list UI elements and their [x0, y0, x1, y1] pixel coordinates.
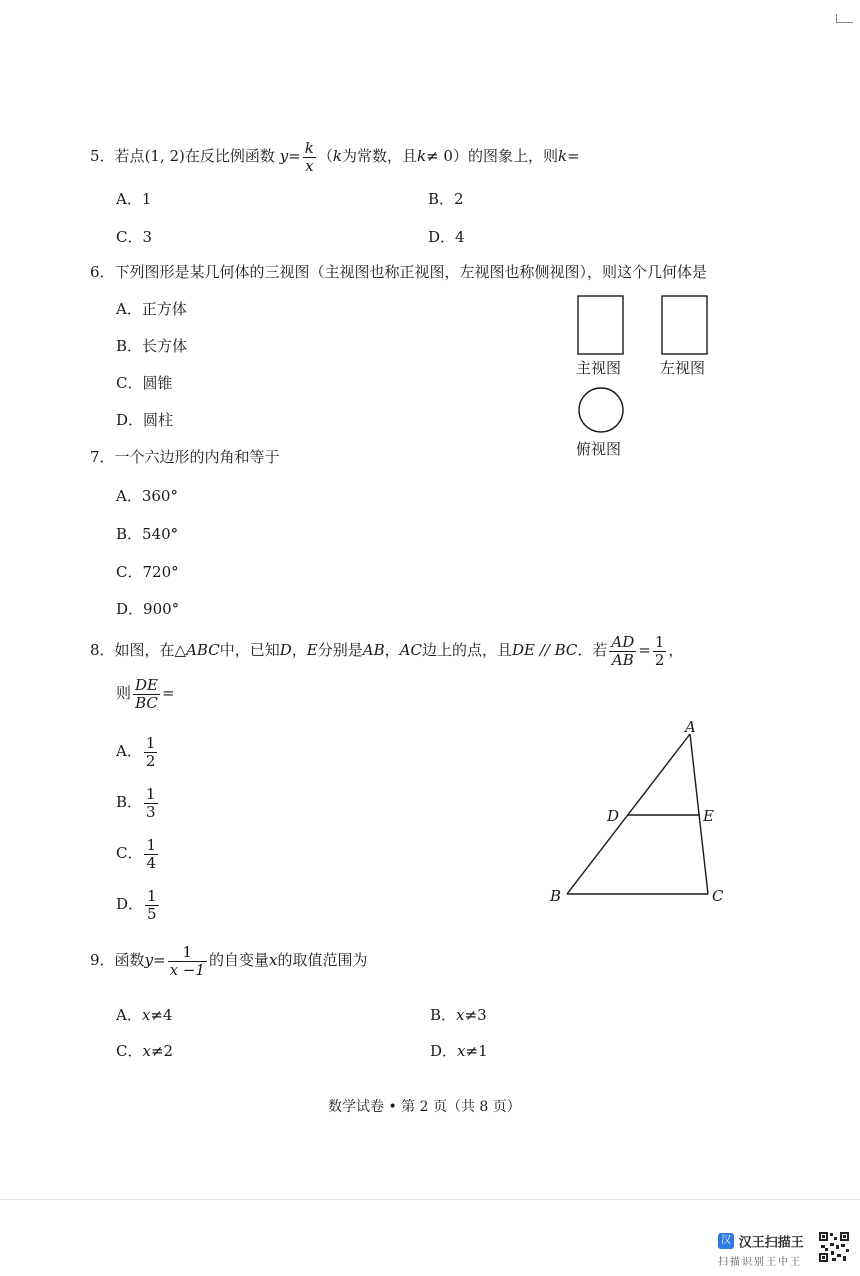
- option-d[interactable]: [116, 888, 161, 922]
- question-number: 5．: [90, 147, 115, 165]
- var-k: k: [557, 147, 568, 165]
- fraction-k-over-x: [303, 140, 316, 174]
- stem-text: 的图象上，则: [467, 147, 558, 165]
- top-view-label: 俯视图: [576, 440, 622, 458]
- frac-numerator: 1: [168, 944, 207, 962]
- frac-numerator: 1: [145, 734, 156, 752]
- stem-text: 在反比例函数: [184, 147, 275, 165]
- side-view-label: 左视图: [660, 359, 706, 377]
- var-y: y: [279, 147, 289, 165]
- var-x: x: [141, 1006, 151, 1024]
- stem-text: ，: [668, 641, 684, 659]
- option-relation: ≠2: [150, 1042, 174, 1060]
- equals-sign: =: [288, 147, 301, 165]
- question-8-line2: [116, 677, 175, 711]
- segment-ab-line: [567, 734, 690, 894]
- frac-denominator: x −1: [169, 960, 205, 979]
- stem-text: 则: [116, 684, 132, 702]
- option-a[interactable]: A．1: [116, 190, 152, 208]
- triangle-figure: [540, 712, 740, 912]
- scanner-logo-icon: 汉: [718, 1233, 734, 1249]
- option-d[interactable]: D．4: [428, 228, 465, 246]
- stem-text: 的取值范围为: [277, 951, 368, 969]
- stem-text: ，: [291, 641, 307, 659]
- option-c[interactable]: C．720°: [116, 563, 179, 581]
- front-view-label: 主视图: [576, 359, 622, 377]
- option-letter: D．: [116, 895, 144, 913]
- scanner-watermark: [718, 1231, 818, 1268]
- segment-ac: AC: [399, 641, 422, 659]
- option-fraction: [145, 888, 159, 922]
- label-e: E: [703, 807, 714, 825]
- bottom-divider: [0, 1199, 860, 1200]
- option-letter: B．: [430, 1006, 457, 1024]
- frac-denominator: 4: [146, 853, 157, 872]
- question-6-stem: 6．下列图形是某几何体的三视图（主视图也称正视图，左视图也称侧视图），则这个几何体是: [90, 263, 708, 281]
- option-a[interactable]: [116, 735, 159, 769]
- point-coords: (1, 2): [144, 147, 185, 165]
- fraction-one-half: [653, 634, 667, 668]
- stem-text: ．若: [577, 641, 608, 659]
- frac-denominator: AB: [611, 650, 634, 669]
- frac-numerator: DE: [135, 676, 158, 694]
- scanner-slogan: 扫描识别王中王: [718, 1256, 802, 1268]
- label-a: A: [685, 718, 696, 736]
- var-x: x: [142, 1042, 151, 1060]
- frac-numerator: 1: [146, 785, 156, 803]
- option-b[interactable]: B．540°: [116, 525, 179, 543]
- point-e: E: [306, 641, 318, 659]
- equals-sign: =: [162, 684, 175, 702]
- option-letter: C．: [116, 1042, 143, 1060]
- var-x: x: [457, 1042, 466, 1060]
- option-d[interactable]: [430, 1040, 488, 1061]
- paren-close: ）: [452, 147, 468, 165]
- stem-text: 分别是: [317, 641, 363, 659]
- frac-denominator: 2: [145, 751, 156, 770]
- option-c[interactable]: C．3: [116, 228, 153, 246]
- equals-sign: =: [153, 951, 166, 969]
- stem-text: 函数: [114, 951, 145, 969]
- front-view-rect: [578, 296, 623, 354]
- top-view-circle: [579, 388, 623, 432]
- condition-text: ≠ 0: [426, 147, 453, 165]
- stem-text: 若点: [114, 147, 145, 165]
- parallel-condition: DE // BC: [511, 641, 578, 659]
- option-a[interactable]: A．360°: [116, 487, 178, 505]
- option-relation: ≠3: [464, 1006, 487, 1024]
- segment-ab: AB: [362, 641, 385, 659]
- var-x: x: [268, 951, 278, 969]
- label-d: D: [607, 807, 620, 825]
- label-c: C: [712, 887, 724, 905]
- point-d: D: [279, 641, 292, 659]
- stem-text: 如图，在△: [114, 641, 187, 659]
- question-7-stem: 7．一个六边形的内角和等于: [90, 448, 280, 466]
- triangle-name: ABC: [186, 641, 220, 659]
- fraction-ad-over-ab: [609, 634, 636, 668]
- corner-crop-mark: [836, 14, 853, 23]
- question-5-stem: [90, 140, 580, 174]
- stem-text: 的自变量: [208, 951, 269, 969]
- side-view-rect: [662, 296, 707, 354]
- option-letter: B．: [116, 793, 143, 811]
- option-letter: C．: [116, 844, 143, 862]
- option-d[interactable]: D．圆柱: [116, 411, 174, 429]
- stem-text: ，: [384, 641, 400, 659]
- label-b: B: [550, 887, 562, 905]
- fraction-de-over-bc: [133, 677, 160, 711]
- option-a[interactable]: [116, 1004, 172, 1025]
- condition-text: 为常数，且: [341, 147, 417, 165]
- paren-open: （: [317, 147, 333, 165]
- option-b[interactable]: [430, 1004, 487, 1025]
- option-fraction: [144, 786, 158, 820]
- equals-sign: =: [638, 641, 651, 659]
- frac-denominator: BC: [135, 693, 158, 712]
- option-a[interactable]: A．正方体: [116, 300, 187, 318]
- page-footer: 数学试卷 • 第 2 页（共 8 页）: [328, 1099, 521, 1115]
- scanner-brand-name: 汉王扫描王: [738, 1235, 804, 1251]
- frac-numerator: 1: [147, 887, 157, 905]
- stem-text: 边上的点，且: [421, 641, 512, 659]
- option-fraction: [144, 735, 158, 769]
- option-b[interactable]: B．长方体: [116, 337, 188, 355]
- option-d[interactable]: D．900°: [116, 600, 180, 618]
- option-letter: A．: [116, 1006, 142, 1024]
- option-c[interactable]: [116, 1040, 173, 1061]
- qr-code-icon: [818, 1231, 850, 1263]
- option-fraction: [144, 837, 158, 871]
- stem-text: 中，已知: [219, 641, 280, 659]
- var-k: k: [416, 147, 427, 165]
- frac-numerator: k: [304, 139, 314, 157]
- option-b[interactable]: [116, 786, 160, 820]
- frac-numerator: 1: [146, 836, 157, 854]
- option-relation: ≠4: [150, 1006, 173, 1024]
- option-letter: D．: [430, 1042, 458, 1060]
- question-number: 9．: [90, 951, 115, 969]
- option-relation: ≠1: [465, 1042, 488, 1060]
- option-c[interactable]: [116, 837, 160, 871]
- question-8-stem: [90, 634, 683, 668]
- option-b[interactable]: B．2: [428, 190, 464, 208]
- frac-denominator: 5: [147, 904, 157, 923]
- option-letter: A．: [116, 742, 142, 760]
- frac-denominator: 3: [146, 802, 156, 821]
- question-number: 8．: [90, 641, 115, 659]
- frac-numerator: 1: [654, 633, 665, 651]
- var-k: k: [332, 147, 342, 165]
- var-y: y: [144, 951, 154, 969]
- frac-denominator: 2: [654, 650, 665, 669]
- question-9-stem: [90, 944, 367, 978]
- var-x: x: [456, 1006, 465, 1024]
- fraction-one-over-x-minus-1: [168, 944, 207, 978]
- equals-sign: =: [567, 147, 580, 165]
- frac-numerator: AD: [611, 633, 635, 651]
- frac-denominator: x: [305, 156, 314, 175]
- option-c[interactable]: C．圆锥: [116, 374, 173, 392]
